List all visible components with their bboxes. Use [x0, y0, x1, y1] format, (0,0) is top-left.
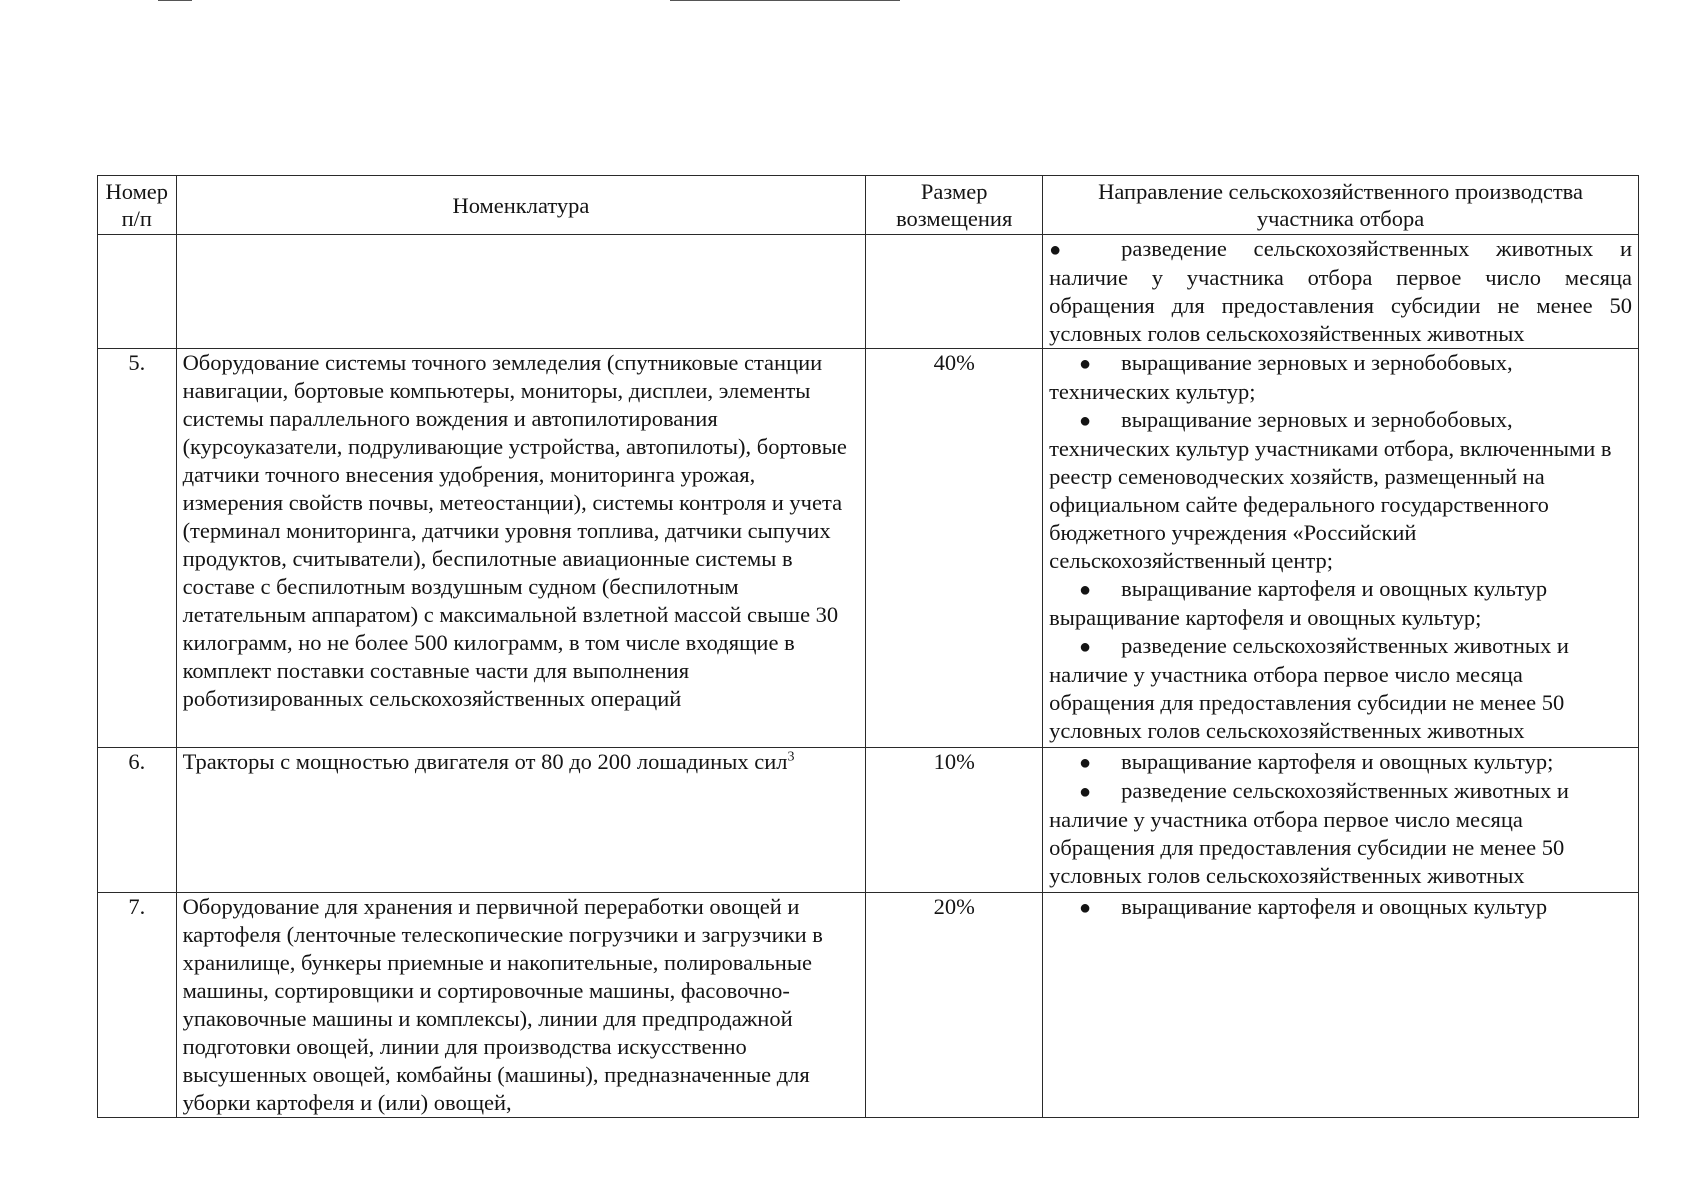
direction-item: [1049, 632, 1632, 745]
row-number: [98, 235, 177, 349]
bullet-icon: ●: [1079, 781, 1092, 803]
row-size: 20%: [866, 893, 1043, 1118]
nomenclature-text: Тракторы с мощностью двигателя от 80 до 200 лошадиных сил: [182, 749, 788, 774]
bullet-icon: ●: [1049, 239, 1062, 261]
scan-artifact-left: [158, 0, 192, 1]
row-size: 40%: [866, 349, 1043, 748]
bullet-icon: ●: [1079, 752, 1092, 774]
header-size: Размер возмещения: [866, 176, 1043, 235]
header-num: Номер п/п: [98, 176, 177, 235]
row-nomenclature: Оборудование для хранения и первичной переработки овощей и картофеля (ленточные телескопические погрузчики и загрузчики в хранилище, бункеры приемные и накопительные, полировальные машины, сортировщики и сортировочные машины, фасовочно-упаковочные машины и комплексы), линии для предпродажной подготовки овощей, линии для производства искусственно высушенных овощей, комбайны (машины), предназначенные для уборки картофеля и (или) овощей,: [176, 893, 866, 1118]
bullet-icon: ●: [1079, 353, 1092, 375]
footnote-marker: 3: [787, 749, 795, 765]
direction-text: разведение сельскохозяйственных животных и наличие у участника отбора первое число месяца обращения для предоставления субсидии не менее 50 условных голов сельскохозяйственных животных: [1049, 236, 1632, 346]
direction-item: [1049, 893, 1632, 922]
table-header-row: [98, 176, 1639, 235]
row-size: [866, 235, 1043, 349]
direction-item: [1049, 406, 1632, 575]
row-directions: [1043, 893, 1639, 1118]
direction-text: разведение сельскохозяйственных животных и наличие у участника отбора первое число месяца обращения для предоставления субсидии не менее 50 условных голов сельскохозяйственных животных: [1049, 778, 1569, 888]
table-row: [98, 893, 1639, 1118]
direction-item: [1049, 235, 1632, 348]
direction-item: [1049, 575, 1632, 632]
direction-item: [1049, 777, 1632, 890]
row-number: 7.: [98, 893, 177, 1118]
table-row: [98, 748, 1639, 893]
direction-text: выращивание картофеля и овощных культур;: [1121, 749, 1554, 774]
direction-text: выращивание зерновых и зернобобовых, технических культур участниками отбора, включенными в реестр семеноводческих хозяйств, размещенный на официальном сайте федерального государственного бюджетного учреждения «Российский сельскохозяйственный центр;: [1049, 407, 1612, 573]
direction-item: [1049, 748, 1632, 777]
direction-text: выращивание зерновых и зернобобовых, технических культур;: [1049, 350, 1513, 404]
row-number: 6.: [98, 748, 177, 893]
header-direction: Направление сельскохозяйственного производства участника отбора: [1043, 176, 1639, 235]
table-row: [98, 349, 1639, 748]
direction-item: [1049, 349, 1632, 406]
row-number: 5.: [98, 349, 177, 748]
header-nomenclature: Номенклатура: [176, 176, 866, 235]
bullet-icon: ●: [1079, 410, 1092, 432]
bullet-icon: ●: [1079, 636, 1092, 658]
row-size: 10%: [866, 748, 1043, 893]
direction-text: выращивание картофеля и овощных культур выращивание картофеля и овощных культур;: [1049, 576, 1548, 630]
row-nomenclature: Оборудование системы точного земледелия (спутниковые станции навигации, бортовые компьютеры, мониторы, дисплеи, элементы системы параллельного вождения и автопилотирования (курсоуказатели, подруливающие устройства, автопилоты), бортовые датчики точного внесения удобрения, мониторинга урожая, измерения свойств почвы, метеостанции), системы контроля и учета (терминал мониторинга, датчики уровня топлива, датчики сыпучих продуктов, считыватели), беспилотные авиационные системы в составе с беспилотным воздушным судном (беспилотным летательным аппаратом) с максимальной взлетной массой свыше 30 килограмм, но не более 500 килограмм, в том числе входящие в комплект поставки составные части для выполнения роботизированных сельскохозяйственных операций: [176, 349, 866, 748]
subsidy-table: [97, 175, 1639, 1118]
table-row: [98, 235, 1639, 349]
row-nomenclature: [176, 748, 866, 893]
scan-artifact-center: [670, 0, 900, 1]
row-directions: [1043, 235, 1639, 349]
row-directions: [1043, 349, 1639, 748]
bullet-icon: ●: [1079, 579, 1092, 601]
bullet-icon: ●: [1079, 897, 1092, 919]
direction-text: разведение сельскохозяйственных животных и наличие у участника отбора первое число месяца обращения для предоставления субсидии не менее 50 условных голов сельскохозяйственных животных: [1049, 633, 1569, 743]
row-nomenclature: [176, 235, 866, 349]
row-directions: [1043, 748, 1639, 893]
direction-text: выращивание картофеля и овощных культур: [1121, 894, 1548, 919]
